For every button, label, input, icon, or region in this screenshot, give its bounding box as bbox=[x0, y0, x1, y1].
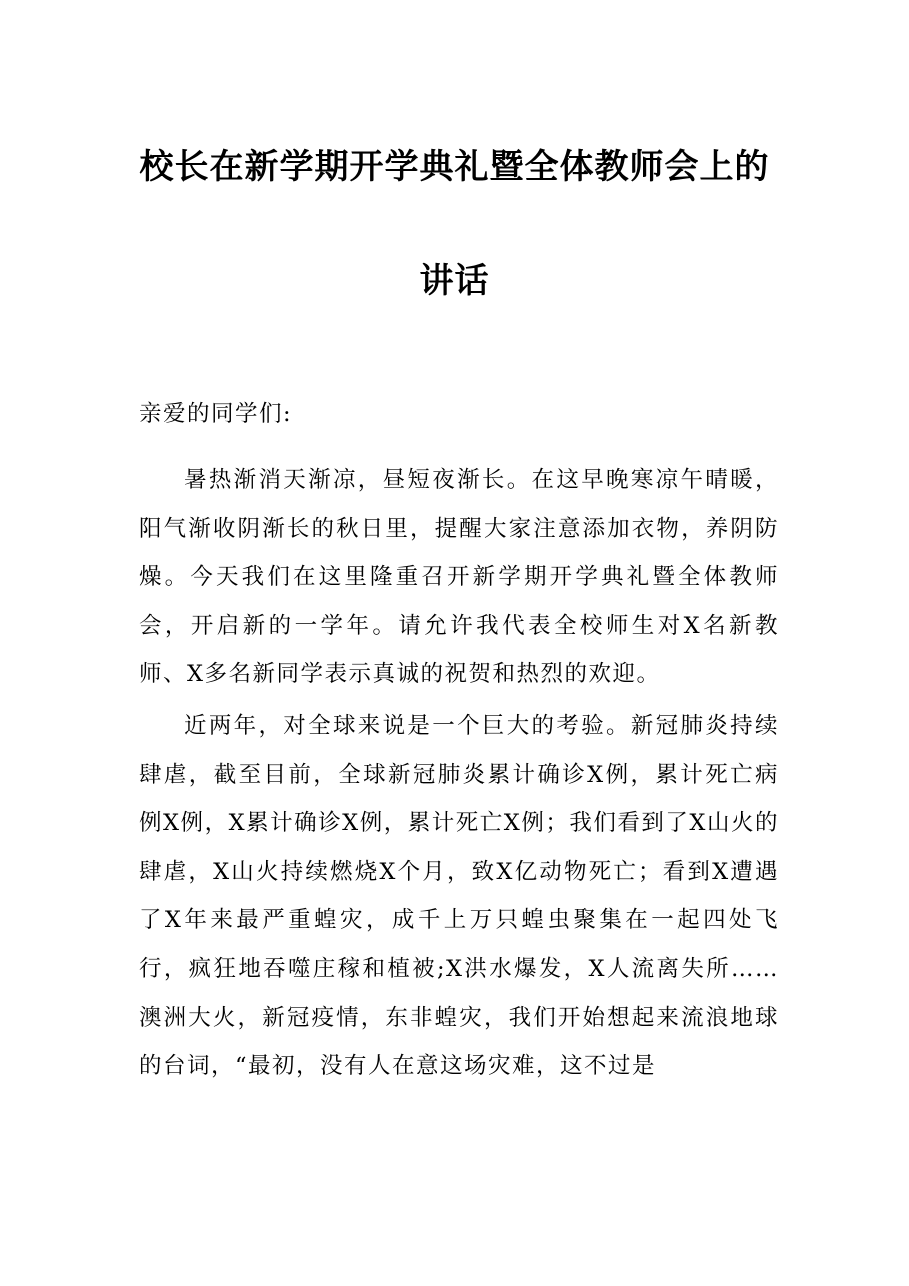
document-title-line-2: 讲话 bbox=[419, 261, 490, 301]
salutation: 亲爱的同学们: bbox=[139, 401, 293, 427]
body-paragraph: 近两年，对全球来说是一个巨大的考验。新冠肺炎持续肆虐，截至目前，全球新冠肺炎累计确诊X例，累计死亡病例X例，X累计确诊X例，累计死亡X例；我们看到了X山火的肆虐，X山火持续燃烧X个月，致X亿动物死亡；看到X遭遇了X年来最严重蝗灾，成千上万只蝗虫聚集在一起四处飞行，疯狂地吞噬庄稼和植被;X洪水爆发，X人流离失所……澳洲大火，新冠疫情，东非蝗灾，我们开始想起来流浪地球的台词，“最初，没有人在意这场灾难，这不过是 bbox=[139, 713, 779, 1080]
body-paragraph: 暑热渐消天渐凉，昼短夜渐长。在这早晚寒凉午晴暖，阳气渐收阴渐长的秋日里，提醒大家注意添加衣物，养阴防燥。今天我们在这里隆重召开新学期开学典礼暨全体教师会，开启新的一学年。请允许我代表全校师生对X名新教师、X多名新同学表示真诚的祝贺和热烈的欢迎。 bbox=[139, 467, 779, 688]
document-title-line-1: 校长在新学期开学典礼暨全体教师会上的 bbox=[139, 147, 770, 187]
